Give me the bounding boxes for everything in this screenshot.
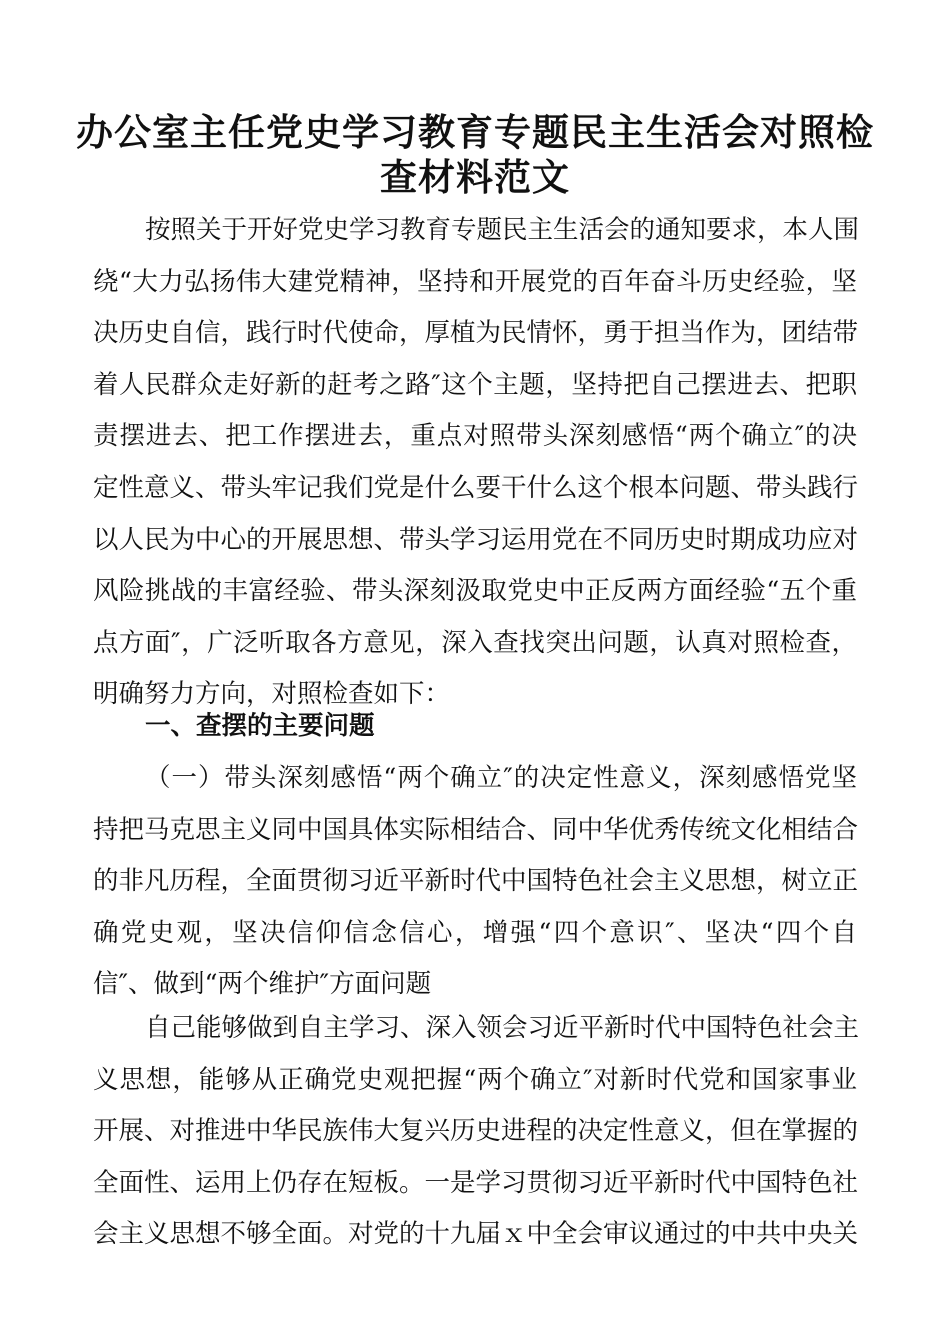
paragraph-1-line: 按照关于开好党史学习教育专题民主生活会的通知要求，本人围 — [145, 215, 860, 245]
paragraph-1-line: 定性意义、带头牢记我们党是什么要干什么这个根本问题、带头践行 — [93, 473, 859, 503]
paragraph-1-line: 以人民为中心的开展思想、带头学习运用党在不同历史时期成功应对 — [93, 525, 859, 555]
paragraph-2-line: 持把马克思主义同中国具体实际相结合、同中华优秀传统文化相结合 — [93, 815, 859, 845]
paragraph-2-line: 的非凡历程，全面贯彻习近平新时代中国特色社会主义思想，树立正 — [93, 866, 859, 896]
paragraph-1-line: 点方面″，广泛听取各方意见，深入查找突出问题，认真对照检查， — [93, 628, 857, 658]
paragraph-1-line: 风险挑战的丰富经验、带头深刻汲取党史中正反两方面经验“五个重 — [93, 576, 857, 606]
paragraph-1-line: 责摆进去、把工作摆进去，重点对照带头深刻感悟“两个确立″的决 — [93, 421, 857, 451]
paragraph-3-line: 义思想，能够从正确党史观把握“两个确立″对新时代党和国家事业 — [93, 1065, 857, 1095]
paragraph-2-line: （一）带头深刻感悟“两个确立″的决定性意义，深刻感悟党坚 — [145, 763, 857, 793]
section-heading: 一、查摆的主要问题 — [145, 711, 375, 741]
paragraph-2-line: 确党史观，坚决信仰信念信心，增强“四个意识″、坚决“四个自 — [93, 918, 857, 948]
paragraph-1-line: 绕“大力弘扬伟大建党精神，坚持和开展党的百年奋斗历史经验，坚 — [93, 267, 857, 297]
document-title-line-1: 办公室主任党史学习教育专题民主生活会对照检 — [76, 111, 874, 154]
paragraph-1-line: 着人民群众走好新的赶考之路″这个主题，坚持把自己摆进去、把职 — [93, 370, 857, 400]
paragraph-3-line: 自己能够做到自主学习、深入领会习近平新时代中国特色社会主 — [145, 1013, 860, 1043]
paragraph-1-line: 明确努力方向，对照检查如下： — [93, 679, 451, 709]
paragraph-1-line: 决历史自信，践行时代使命，厚植为民情怀，勇于担当作为，团结带 — [93, 318, 859, 348]
paragraph-3-line: 开展、对推进中华民族伟大复兴历史进程的决定性意义，但在掌握的 — [93, 1116, 859, 1146]
paragraph-3-line: 会主义思想不够全面。对党的十九届ｘ中全会审议通过的中共中央关 — [93, 1219, 859, 1249]
document-title-line-2: 查材料范文 — [380, 156, 570, 199]
paragraph-2-line: 信″、做到“两个维护″方面问题 — [93, 969, 432, 999]
paragraph-3-line: 全面性、运用上仍存在短板。一是学习贯彻习近平新时代中国特色社 — [93, 1168, 859, 1198]
